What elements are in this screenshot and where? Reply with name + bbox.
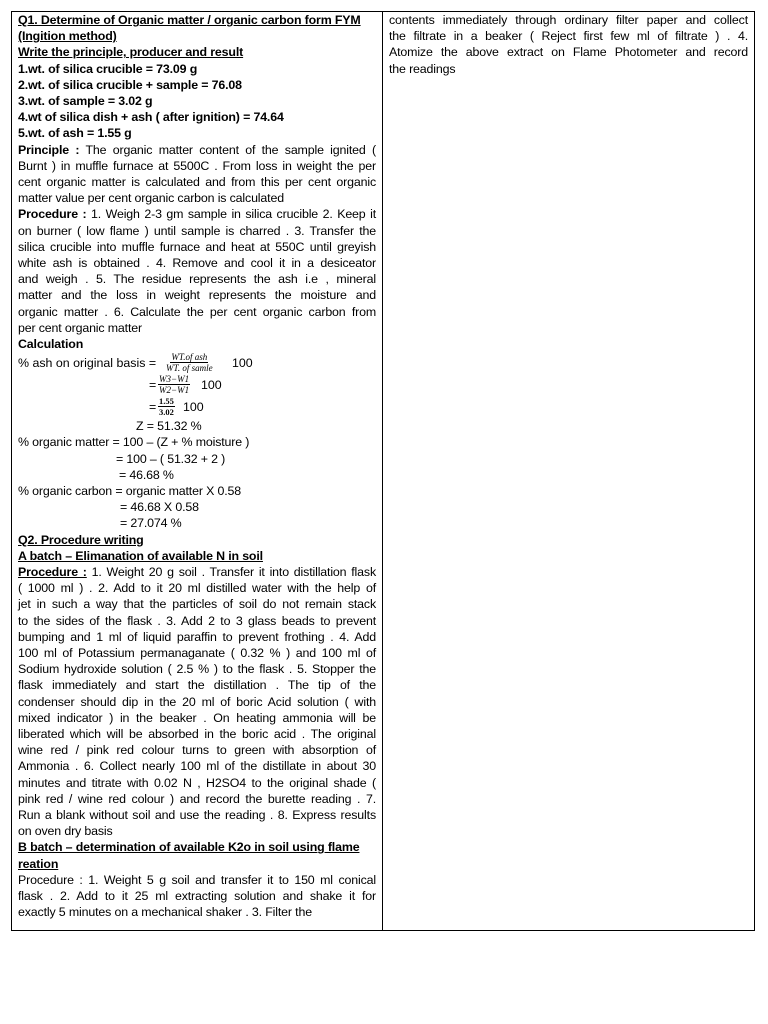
z-line: Z = 51.32 %: [136, 419, 202, 434]
oc-line: % organic carbon = organic matter X 0.58: [18, 484, 242, 499]
b-batch-title-cont: reation: [18, 856, 59, 871]
principle-line: cent organic matter is calculated and from this per cent organic: [18, 175, 376, 190]
a-procedure-line: jet in such a way that the particles of soil do not remain stack: [18, 597, 376, 612]
data-line: 1.wt. of silica crucible = 73.09 g: [18, 61, 198, 76]
q1-title: Q1. Determine of Organic matter / organic carbon form FYM: [18, 13, 361, 27]
principle-line: Principle : The organic matter content of the sample ignited (: [18, 142, 376, 157]
a-procedure-line: Procedure : 1. Weight 20 g soil . Transfer it into distillation flask: [18, 564, 376, 579]
a-procedure-line: Sodium hydroxide solution ( 2.5 % ) to the flask . 5. Stopper the: [18, 662, 376, 677]
procedure-line: organic matter . 6. Calculate the per cent organic carbon from: [18, 304, 376, 319]
data-line: 3.wt. of sample = 3.02 g: [18, 94, 153, 109]
ash-formula-line: [18, 352, 376, 374]
a-procedure-line: on oven dry basis: [18, 824, 113, 839]
procedure-line: on burner ( low flame ) until sample is charred . 3. Transfer the: [18, 223, 376, 238]
om-line: = 100 – ( 51.32 + 2 ): [116, 451, 226, 466]
a-procedure-line: Run a blank without soil and use the reading . 8. Express results: [18, 808, 376, 823]
procedure-line: silica crucible into muffle furnace and heat at 550C until greyish: [18, 239, 376, 254]
a-procedure-line: Ammonia . 6. Collect nearly 100 ml of the distillate in about 30: [18, 759, 376, 774]
procedure-line: matter and the loss in weight represents the moisture and: [18, 288, 376, 303]
principle-line: Burnt ) in muffle furnace at 5500C . From loss in weight the per: [18, 158, 376, 173]
om-line: % organic matter = 100 – (Z + % moisture ): [18, 435, 250, 450]
data-line: 2.wt. of silica crucible + sample = 76.08: [18, 77, 242, 92]
q1-instruction: Write the principle, producer and result: [18, 45, 244, 60]
hundred: 100: [232, 356, 253, 371]
ash-formula-line-2: = $\frac{W3-W1}{W2-W1}$ 100: [149, 374, 222, 396]
data-line: 4.wt of silica dish + ash ( after ignition) = 74.64: [18, 110, 284, 125]
ash-formula-line-3: = $\frac{1.55}{3.02}$ 100: [149, 396, 204, 418]
b-procedure-line: flask . 2. Add to it 25 ml extracting solution and shake it for: [18, 889, 376, 904]
principle-label: Principle :: [18, 142, 80, 157]
q1-subtitle: (Ingition method): [18, 29, 117, 44]
data-line: 5.wt. of ash = 1.55 g: [18, 126, 132, 141]
a-procedure-line: condenser should dip in the 20 ml of boric Acid solution ( with: [18, 694, 376, 709]
a-procedure-line: ( 1000 ml ) . 2. Add to it 20 ml distilled water with the help of: [18, 581, 376, 596]
oc-line: = 46.68 X 0.58: [120, 500, 199, 515]
a-procedure-line: to the sides of the flask . 3. Add 2 to 3 glass beads to prevent: [18, 613, 376, 628]
principle-line: matter value per cent organic carbon is calculated: [18, 191, 284, 206]
left-column: [12, 12, 383, 930]
calculation-label: Calculation: [18, 337, 84, 352]
a-batch-title: A batch – Elimanation of available N in soil: [18, 548, 263, 563]
a-procedure-line: mixed indicator ) in the beaker . On heating ammonia will be: [18, 710, 376, 725]
continued-line: the filtrate in a beaker ( Reject first few ml of filtrate ) . 4.: [389, 29, 748, 44]
b-procedure-line: exactly 5 minutes on a mechanical shaker . 3. Filter the: [18, 905, 312, 920]
oc-line: = 27.074 %: [120, 516, 182, 531]
ash-prefix: % ash on original basis =: [18, 356, 157, 371]
continued-line: the readings: [389, 61, 456, 76]
a-procedure-label: Procedure :: [18, 564, 87, 579]
a-procedure-line: pink red / wine red colour ) and record the burette reading . 7.: [18, 791, 376, 806]
om-line: = 46.68 %: [119, 467, 174, 482]
a-procedure-line: flask immediately and start the distillation . The tip of the: [18, 678, 376, 693]
right-column: [383, 12, 754, 930]
procedure-label: Procedure :: [18, 207, 87, 222]
fraction-values: $\frac{1.55}{3.02}$: [159, 396, 174, 418]
procedure-line: Procedure : 1. Weigh 2-3 gm sample in silica crucible 2. Keep it: [18, 207, 376, 222]
procedure-line: white ash is obtained . 4. Remove and cool it in a desiceator: [18, 256, 376, 271]
a-procedure-line: bumping and 1 ml of liquid paraffin to prevent frothing . 4. Add: [18, 629, 376, 644]
document-table: [11, 11, 755, 931]
a-procedure-line: liberated which will be absorbed in the boric acid . The original: [18, 727, 376, 742]
b-batch-title: B batch – determination of available K2o in soil using flame: [18, 840, 360, 855]
procedure-line: per cent organic matter: [18, 320, 142, 335]
procedure-line: and weigh . 5. The residue represents the ash i.e , mineral: [18, 272, 376, 287]
a-procedure-line: minutes and titrate with 0.02 N , H2SO4 to the original shade (: [18, 775, 376, 790]
fraction-weights: $\frac{W3-W1}{W2-W1}$: [159, 374, 190, 396]
b-procedure-line: Procedure : 1. Weight 5 g soil and transfer it to 150 ml conical: [18, 872, 376, 887]
fraction-ash: $\frac{\text{WT.of ash}}{\text{WT. of samle}}$: [166, 352, 213, 374]
a-procedure-line: wine red / pink red colour turns to green with absorption of: [18, 743, 376, 758]
continued-line: Atomize the above extract on Flame Photometer and record: [389, 45, 748, 60]
q2-title: Q2. Procedure writing: [18, 532, 144, 547]
continued-line: contents immediately through ordinary filter paper and collect: [389, 13, 748, 27]
a-procedure-line: 100 ml of Potassium permanaganate ( 0.32 % ) and 100 ml of: [18, 646, 376, 660]
